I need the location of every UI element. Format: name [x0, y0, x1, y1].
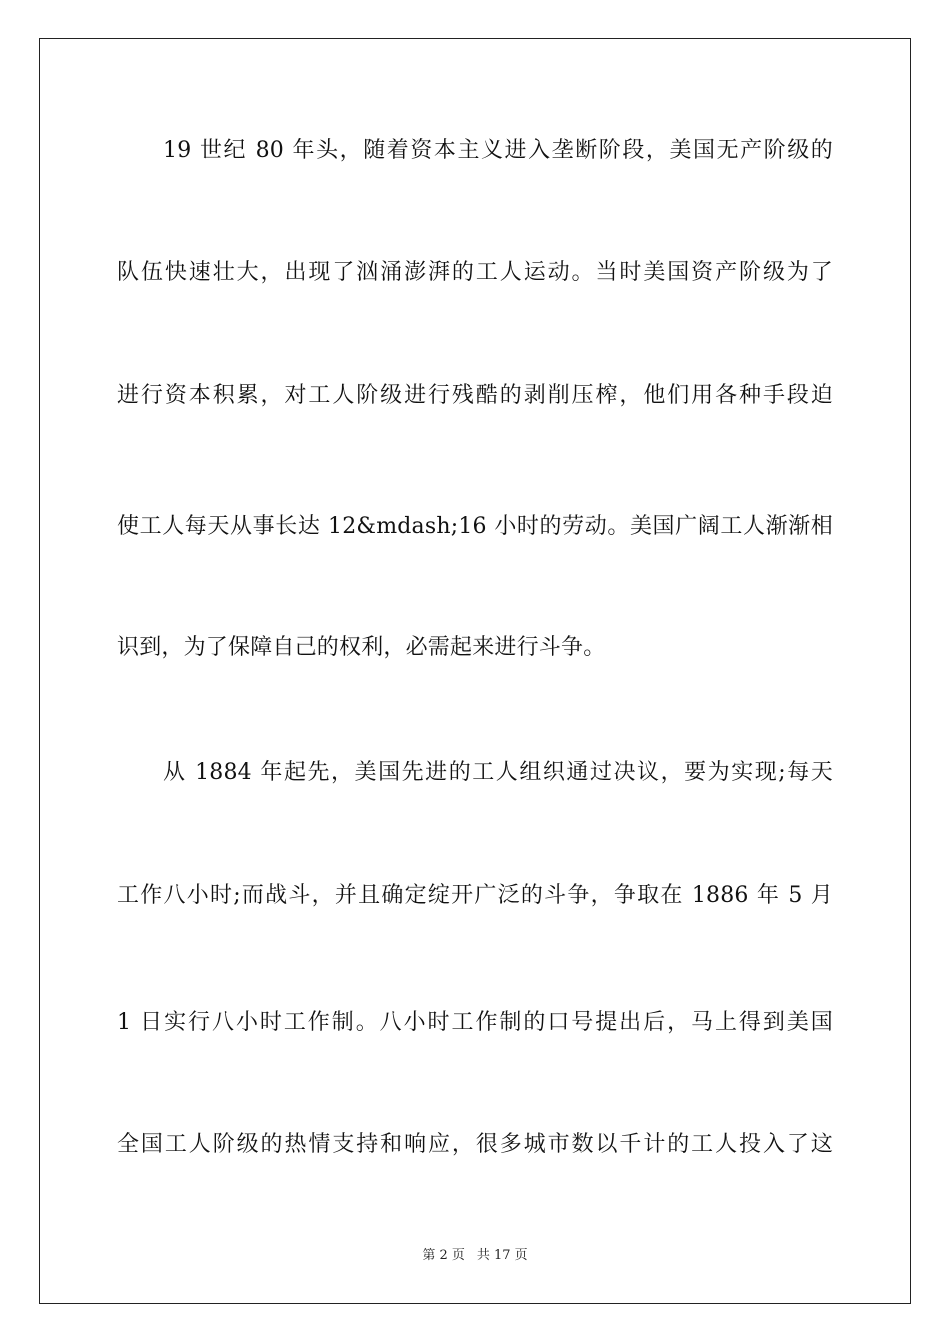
paragraph-1-line-5: 识到，为了保障自己的权利，必需起来进行斗争。 [117, 635, 606, 660]
paragraph-2-line-4: 全国工人阶级的热情支持和响应，很多城市数以千计的工人投入了这 [117, 1132, 833, 1157]
paragraph-2-line-3: 1 日实行八小时工作制。八小时工作制的口号提出后，马上得到美国 [117, 1010, 833, 1035]
page-border [39, 38, 911, 1304]
paragraph-1-line-3: 进行资本积累，对工人阶级进行残酷的剥削压榨，他们用各种手段迫 [117, 383, 833, 408]
paragraph-2-line-2: 工作八小时;而战斗，并且确定绽开广泛的斗争，争取在 1886 年 5 月 [117, 883, 833, 908]
current-page-number: 第 2 页 [422, 1248, 465, 1263]
paragraph-1-line-4: 使工人每天从事长达 12&mdash;16 小时的劳动。美国广阔工人渐渐相 [117, 514, 833, 539]
paragraph-1-line-1: 19 世纪 80 年头，随着资本主义进入垄断阶段，美国无产阶级的 [163, 138, 833, 163]
total-page-count: 共 17 页 [476, 1248, 528, 1263]
page-footer [0, 1247, 950, 1265]
paragraph-1-line-2: 队伍快速壮大，出现了汹涌澎湃的工人运动。当时美国资产阶级为了 [117, 260, 833, 285]
paragraph-2-line-1: 从 1884 年起先，美国先进的工人组织通过决议，要为实现;每天 [163, 760, 833, 785]
